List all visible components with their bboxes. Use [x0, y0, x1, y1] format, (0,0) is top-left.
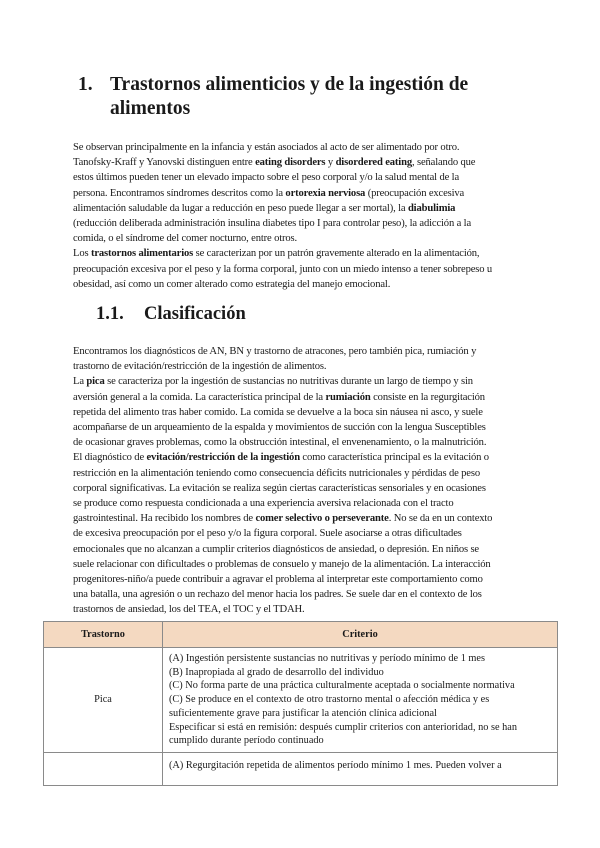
text-line: [73, 587, 529, 602]
text-line: [73, 231, 529, 246]
text-run: y: [325, 157, 336, 169]
text-run: suele relacionar con dificultades o problemas de consuelo y manejo de la alimentación. La interacción: [73, 558, 491, 570]
intro-paragraph: [73, 140, 529, 292]
text-run: Se observan principalmente en la infancia y están asociados al acto de ser alimentado por otro.: [73, 142, 460, 153]
text-line: [73, 216, 529, 231]
text-line: [73, 526, 529, 541]
criteria-table: [43, 621, 558, 786]
criterio-cell: [163, 648, 558, 753]
bold-term: comer selectivo o perseverante: [255, 513, 389, 525]
table-row: [44, 648, 558, 753]
criterion-line: (A) Regurgitación repetida de alimentos período mínimo 1 mes. Pueden volver a: [169, 760, 502, 771]
text-line: [73, 277, 529, 292]
text-line: [73, 374, 529, 389]
text-run: gastrointestinal. Ha recibido los nombres de: [73, 513, 256, 525]
classification-paragraph: [73, 344, 529, 618]
text-line: [73, 359, 529, 374]
text-run: Tanofsky-Kraff y Yanovski distinguen entre: [73, 157, 256, 169]
section-title: Trastornos alimenticios y de la ingestión de alimentos: [110, 74, 469, 119]
text-run: alimentación saludable da lugar a reducción en peso puede llegar a ser mortal), la: [73, 202, 408, 214]
text-run: estos últimos pueden tener un elevado impacto sobre el peso corporal y/o la salud mental de la: [73, 172, 459, 184]
text-run: . No se da en un contexto: [388, 513, 493, 525]
text-run: de excesiva preocupación por el peso y/o la figura corporal. Suele asociarse a otras dificultades: [73, 528, 462, 540]
criterion-line: suficientemente grave para justificar la atención clínica adicional: [169, 707, 437, 719]
criterion-line: (C) No forma parte de una práctica culturalmente aceptada o socialmente normativa: [169, 680, 515, 692]
text-run: , señalando que: [411, 157, 476, 169]
subsection-number: 1.1.: [96, 304, 124, 324]
text-line: [73, 450, 529, 465]
criterion-line: cumplido durante período continuado: [169, 735, 324, 747]
text-run: se produce como respuesta condicionada a una experiencia aversiva relacionada con el tracto: [73, 498, 454, 510]
bold-term: ortorexia nerviosa: [285, 187, 366, 199]
text-line: [73, 262, 529, 277]
text-run: como característica principal es la evitación o: [299, 452, 489, 464]
bold-term: evitación/restricción de la ingestión: [146, 452, 300, 464]
section-heading-1: [78, 73, 518, 121]
text-run: acompañarse de un arqueamiento de la espalda y movimientos de succión con la lengua Susceptibles: [73, 422, 486, 434]
text-run: emocionales que no alcanzan a cumplir criterios diagnósticos de ansiedad, o depresión. En niños se: [73, 543, 479, 555]
text-run: se caracterizan por un patrón gravemente alterado en la alimentación,: [193, 248, 480, 260]
text-line: [73, 511, 529, 526]
text-run: (preocupación excesiva: [365, 187, 465, 199]
text-line: [73, 344, 529, 359]
bold-term: pica: [86, 376, 105, 388]
text-run: repetida del alimento tras haber comido. La comida se devuelve a la boca sin náusea ni asco, y suele: [73, 406, 483, 418]
text-line: [73, 435, 529, 450]
text-run: comida, o el síndrome del comer nocturno, entre otros.: [73, 233, 298, 245]
criterion-line: Especificar si está en remisión: después cumplir criterios con anterioridad, no se han: [169, 721, 517, 733]
bold-term: diabulimia: [407, 202, 456, 214]
table-row: [44, 753, 558, 786]
text-run: trastornos de ansiedad, los del TEA, el TOC y el TDAH.: [73, 604, 305, 616]
criterion-line: (B) Inapropiada al grado de desarrollo del individuo: [169, 666, 384, 678]
text-run: La: [73, 376, 87, 388]
section-number: 1.: [78, 74, 93, 95]
text-line: [73, 420, 529, 435]
bold-term: rumiación: [325, 391, 371, 403]
text-run: persona. Encontramos síndromes descritos como la: [73, 187, 286, 199]
text-line: [73, 201, 529, 216]
subsection-title: Clasificación: [144, 304, 246, 324]
text-run: (reducción deliberada administración insulina diabetes tipo I para controlar peso), la adicción a la: [73, 218, 471, 230]
text-run: corporal significativas. La evitación se realiza según ciertas características sensoriales y en ocasiones: [73, 482, 486, 494]
text-run: consiste en la regurgitación: [370, 391, 485, 403]
text-run: El diagnóstico de: [73, 452, 147, 464]
column-header-trastorno: Trastorno: [44, 622, 163, 648]
text-line: [73, 390, 529, 405]
text-run: de ocasionar graves problemas, como la obstrucción intestinal, el envenenamiento, o la malnutrición.: [73, 437, 487, 449]
text-run: se caracteriza por la ingestión de sustancias no nutritivas durante un largo de tiempo y sin: [104, 376, 473, 388]
text-run: preocupación excesiva por el peso y la forma corporal, junto con un miedo intenso a tener sobrepeso u: [73, 263, 493, 275]
text-line: [73, 572, 529, 587]
text-run: aversión general a la comida. La característica principal de la: [73, 391, 326, 403]
trastorno-cell: Pica: [44, 648, 163, 753]
text-run: una batalla, una agresión o un rechazo del menor hacia los padres. Se suele dar en el contexto de los: [73, 589, 482, 601]
text-line: [73, 155, 529, 170]
column-header-criterio: Criterio: [163, 622, 558, 648]
bold-term: eating disorders: [255, 157, 326, 169]
text-line: [73, 481, 529, 496]
text-run: trastorno de evitación/restricción de la ingestión de alimentos.: [73, 361, 327, 373]
table-header-row: [44, 622, 558, 648]
text-run: progenitores-niño/a puede contribuir a agravar el problema al interpretar este comportamiento como: [73, 574, 483, 586]
criterion-line: (A) Ingestión persistente sustancias no nutritivas y período mínimo de 1 mes: [169, 653, 486, 664]
criterion-line: (C) Se produce en el contexto de otro trastorno mental o afección médica y es: [169, 694, 490, 706]
text-line: [73, 466, 529, 481]
text-line: [73, 557, 529, 572]
bold-term: trastornos alimentarios: [90, 248, 194, 260]
text-run: restricción en la alimentación teniendo como consecuencia déficits nutricionales y pérdidas de peso: [73, 467, 480, 479]
bold-term: disordered eating: [335, 157, 412, 169]
text-line: [73, 496, 529, 511]
text-run: Encontramos los diagnósticos de AN, BN y trastorno de atracones, pero también pica, rumiación y: [73, 346, 477, 357]
text-line: [73, 186, 529, 201]
text-line: [73, 246, 529, 261]
text-line: [73, 405, 529, 420]
text-line: [73, 542, 529, 557]
criterio-cell: [163, 753, 558, 786]
text-line: [73, 140, 529, 155]
text-run: Los: [73, 248, 91, 260]
trastorno-cell: [44, 753, 163, 786]
text-line: [73, 170, 529, 185]
subsection-heading: [96, 302, 246, 326]
text-run: obesidad, así como un comer alterado como estrategia del manejo emocional.: [73, 278, 391, 290]
text-line: [73, 602, 529, 617]
